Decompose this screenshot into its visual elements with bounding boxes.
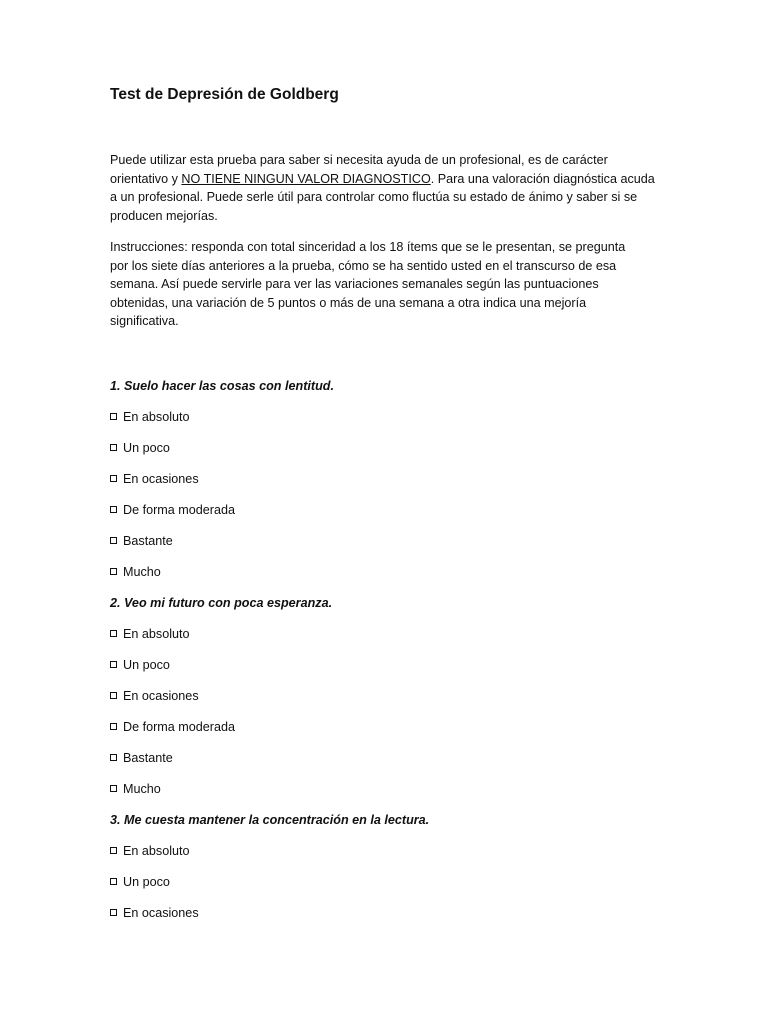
instructions-paragraph [110, 238, 658, 331]
checkbox-icon[interactable] [110, 413, 117, 420]
checkbox-icon[interactable] [110, 909, 117, 916]
checkbox-icon[interactable] [110, 475, 117, 482]
checkbox-icon[interactable] [110, 878, 117, 885]
document-title: Test de Depresión de Goldberg [110, 86, 339, 103]
answer-option[interactable] [110, 532, 173, 550]
option-label: Mucho [123, 782, 161, 796]
answer-option[interactable] [110, 749, 173, 767]
checkbox-icon[interactable] [110, 754, 117, 761]
intro-text: . Para una valoración diagnóstica acuda [430, 171, 655, 186]
question-2: 2. Veo mi futuro con poca esperanza. [110, 596, 333, 610]
option-label: En ocasiones [123, 906, 199, 920]
option-label: En ocasiones [123, 689, 199, 703]
checkbox-icon[interactable] [110, 630, 117, 637]
answer-option[interactable] [110, 718, 235, 736]
checkbox-icon[interactable] [110, 661, 117, 668]
option-label: En absoluto [123, 410, 190, 424]
question-1: 1. Suelo hacer las cosas con lentitud. [110, 379, 334, 393]
instructions-line: Instrucciones: responda con total sinceridad a los 18 ítems que se le presentan, se pregunta [110, 240, 626, 254]
checkbox-icon[interactable] [110, 692, 117, 699]
intro-line: a un profesional. Puede serle útil para controlar como fluctúa su estado de ánimo y saber si se [110, 190, 638, 205]
option-label: Un poco [123, 875, 170, 889]
answer-option[interactable] [110, 501, 235, 519]
instructions-line: obtenidas, una variación de 5 puntos o más de una semana a otra indica una mejoría [110, 295, 587, 310]
intro-line-with-emphasis [110, 170, 658, 189]
checkbox-icon[interactable] [110, 723, 117, 730]
answer-option[interactable] [110, 656, 170, 674]
intro-line: Puede utilizar esta prueba para saber si necesita ayuda de un profesional, es de carácter [110, 153, 608, 167]
option-label: De forma moderada [123, 720, 235, 734]
option-label: Un poco [123, 441, 170, 455]
option-label: En absoluto [123, 627, 190, 641]
answer-option[interactable] [110, 842, 190, 860]
intro-text: orientativo y [110, 171, 182, 186]
checkbox-icon[interactable] [110, 847, 117, 854]
option-label: De forma moderada [123, 503, 235, 517]
checkbox-icon[interactable] [110, 506, 117, 513]
answer-option[interactable] [110, 563, 161, 581]
answer-option[interactable] [110, 470, 199, 488]
option-label: En absoluto [123, 844, 190, 858]
intro-paragraph [110, 151, 658, 225]
checkbox-icon[interactable] [110, 568, 117, 575]
option-label: Mucho [123, 565, 161, 579]
answer-option[interactable] [110, 687, 199, 705]
checkbox-icon[interactable] [110, 537, 117, 544]
answer-option[interactable] [110, 904, 199, 922]
question-3: 3. Me cuesta mantener la concentración en la lectura. [110, 813, 430, 827]
checkbox-icon[interactable] [110, 444, 117, 451]
answer-option[interactable] [110, 873, 170, 891]
option-label: En ocasiones [123, 472, 199, 486]
option-label: Bastante [123, 534, 173, 548]
no-diagnostic-value-notice: NO TIENE NINGUN VALOR DIAGNOSTICO [181, 171, 431, 186]
intro-line: producen mejorías. [110, 208, 218, 223]
answer-option[interactable] [110, 439, 170, 457]
answer-option[interactable] [110, 625, 190, 643]
answer-option[interactable] [110, 408, 190, 426]
checkbox-icon[interactable] [110, 785, 117, 792]
option-label: Bastante [123, 751, 173, 765]
instructions-line: semana. Así puede servirle para ver las variaciones semanales según las puntuaciones [110, 277, 599, 292]
instructions-line: por los siete días anteriores a la prueba, cómo se ha sentido usted en el transcurso de esa [110, 258, 617, 273]
option-label: Un poco [123, 658, 170, 672]
answer-option[interactable] [110, 780, 161, 798]
instructions-line: significativa. [110, 314, 179, 329]
